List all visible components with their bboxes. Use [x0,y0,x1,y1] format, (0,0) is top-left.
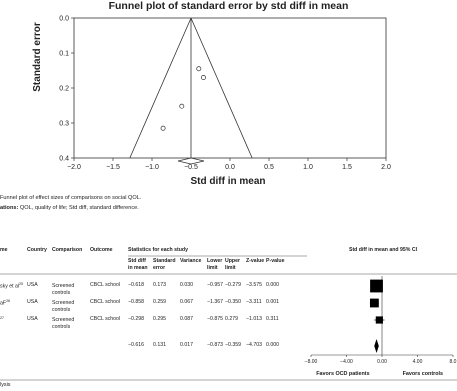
study-reference: 27 [0,316,4,320]
study-reference: 26 [6,299,11,303]
funnel-plot-title: Funnel plot of standard error by std diff in mean [108,0,349,12]
summary-stat-value: 0.000 [266,342,279,348]
stat-column-header: limit [207,265,218,271]
favors-ocd-patients-label: Favors OCD patients [316,371,370,377]
column-header-comparison: Comparison [52,247,83,253]
y-tick-label: 0.1 [59,50,69,58]
y-tick-label: 0.0 [59,15,69,23]
stat-column-header: limit [225,265,236,271]
study-stat-value: −0.350 [225,299,242,305]
favors-controls-label: Favors controls [402,371,444,377]
stat-column-header: Upper [225,258,240,264]
x-tick-label: 2.0 [381,164,391,171]
study-stat-value: 0.067 [180,299,193,305]
x-tick-label: 1.0 [303,164,313,171]
study-stat-value: −0.298 [128,316,145,322]
funnel-y-axis-label: Standard error [32,22,43,92]
forest-tick-label: 0.00 [377,359,387,365]
study-country: USA [27,316,38,322]
study-stat-value: −1.367 [207,299,224,305]
study-outcome: CBCL school [90,282,121,288]
study-stat-value: 0.311 [266,316,279,322]
study-effect-box [376,316,383,323]
study-comparison: Screened controls [52,283,75,296]
study-name-text: aF [0,300,7,307]
study-outcome: CBCL school [90,299,121,305]
x-tick-label: 1.5 [342,164,352,171]
stat-column-header: Variance [180,258,202,264]
x-tick-label: 0.0 [225,164,235,171]
study-stat-value: 0.295 [153,316,166,322]
forest-tick-label: −8.00 [304,359,318,365]
study-country: USA [27,282,38,288]
column-header-country: Country [27,247,47,253]
funnel-x-axis-label: Std diff in mean [190,176,266,187]
study-stat-value: −0.618 [128,282,145,288]
column-group-forest: Std diff in mean and 95% CI [348,247,418,253]
y-tick-label: 0.3 [59,120,69,128]
column-header-study: me [0,247,8,253]
study-comparison: Screened controls [52,317,75,330]
study-reference: 25 [19,282,24,286]
study-stat-value: 0.000 [266,282,279,288]
study-stat-value: 0.030 [180,282,193,288]
study-effect-box [370,280,383,293]
x-tick-label: −0.5 [184,164,198,171]
x-tick-label: −2.0 [67,164,81,171]
x-tick-label: −1.0 [145,164,159,171]
study-stat-value: −0.957 [207,282,224,288]
abbreviations-label: ations: [0,205,19,211]
stat-column-header: Lower [207,258,223,264]
study-stat-value: 0.259 [153,299,166,305]
forest-tick-label: 8.0 [449,359,457,365]
stat-column-header: Standard [153,258,176,264]
study-stat-value: −0.858 [128,299,145,305]
x-tick-label: −1.5 [106,164,120,171]
summary-stat-value: 0.131 [153,342,166,348]
study-name-text: sky et al [0,283,20,290]
summary-stat-value: −0.873 [207,342,224,348]
stat-column-header: error [153,265,166,271]
study-stat-value: −1.013 [246,316,263,322]
summary-stat-value: −0.359 [225,342,242,348]
study-stat-value: 0.279 [225,316,238,322]
forest-tick-label: −4.00 [340,359,353,365]
summary-stat-value: −4.703 [246,342,263,348]
stat-column-header: Std diff [128,258,146,264]
study-effect-box [370,299,379,308]
x-tick-label: 0.5 [264,164,274,171]
study-comparison: Screened controls [52,300,75,313]
summary-effect-diamond [374,339,379,353]
study-stat-value: −3.575 [246,282,263,288]
stat-column-header: in mean [128,265,148,271]
study-outcome: CBCL school [90,316,121,322]
column-header-outcome: Outcome [90,247,113,253]
study-stat-value: −3.311 [246,299,262,305]
forest-tick-label: 4.00 [412,359,423,365]
summary-stat-value: −0.616 [128,342,145,348]
summary-stat-value: 0.017 [180,342,193,348]
footer-text: lysis [0,382,11,388]
study-stat-value: 0.087 [180,316,193,322]
stat-column-header: Z-value [246,258,265,264]
column-group-statistics: Statistics for each study [128,247,188,253]
figure-caption: Funnel plot of effect sizes of comparisons on social QOL. [0,195,142,201]
study-stat-value: 0.173 [153,282,166,288]
y-tick-label: 0.2 [59,85,69,93]
study-stat-value: −0.875 [207,316,224,322]
study-stat-value: 0.001 [266,299,279,305]
study-stat-value: −0.279 [225,282,242,288]
study-country: USA [27,299,38,305]
y-tick-label: 0.4 [59,155,69,163]
abbreviations-text: QOL, quality of life; Std diff, standard difference. [18,205,139,211]
stat-column-header: P-value [266,258,285,264]
